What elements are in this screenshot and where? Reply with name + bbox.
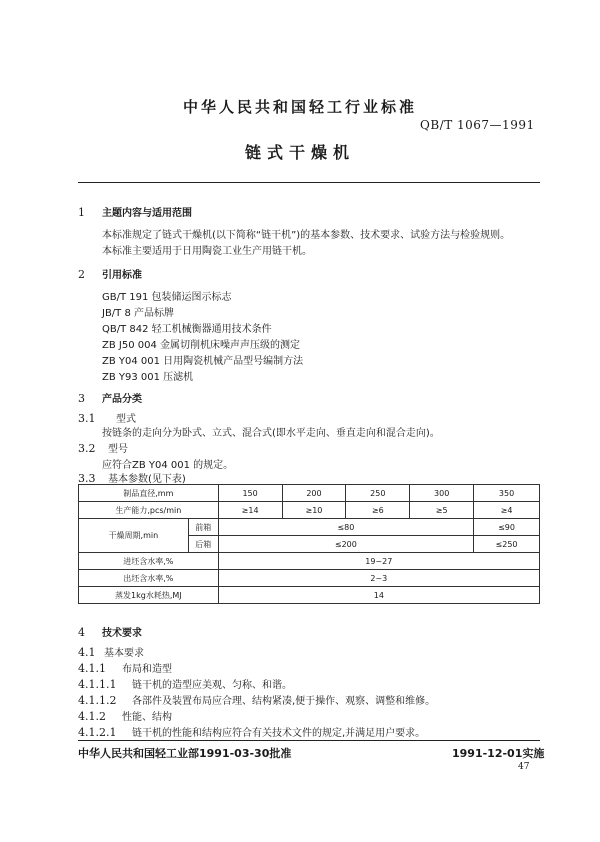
table-cell: ≥4 [474,502,540,519]
table-cell: ≤80 [218,519,473,536]
table-row-label: 蒸发1kg水耗热,MJ [79,587,219,604]
reference-item: ZB Y04 001 日用陶瓷机械产品型号编制方法 [102,356,304,367]
section-3-heading [78,390,142,405]
table-sub-label: 后箱 [188,536,218,553]
table-cell: ≥14 [218,502,282,519]
section-number: 4 [78,626,85,639]
subsection-number: 3.1 [78,412,96,425]
table-cell: ≤90 [474,519,540,536]
table-row-label: 进坯含水率,% [79,553,219,570]
subsection-title: 基本参数(见下表) [108,474,186,485]
table-row [79,570,540,587]
table-row [79,502,540,519]
clause-number: 4.1.1 [78,662,106,675]
table-cell: 150 [218,485,282,502]
section-number: 3 [78,392,85,405]
section-title: 技术要求 [102,628,142,639]
clause-item [78,724,425,739]
table-cell: 350 [474,485,540,502]
clause-number: 4.1.2 [78,710,106,723]
table-sub-label: 前箱 [188,519,218,536]
table-cell: 19~27 [218,553,539,570]
footer-divider [78,740,540,741]
reference-item: GB/T 191 包装储运图示标志 [102,292,232,303]
reference-item: JB/T 8 产品标牌 [102,308,175,319]
clause-item [78,708,172,723]
clause-text: 链干机的造型应美观、匀称、和谐。 [132,680,292,691]
reference-item: ZB J50 004 金属切削机床噪声声压级的测定 [102,340,301,351]
section-number: 1 [78,206,85,219]
reference-item: QB/T 842 轻工机械衡器通用技术条件 [102,324,272,335]
section-title: 产品分类 [102,394,142,405]
section-number: 2 [78,268,85,281]
table-row [79,519,540,536]
section-1-paragraph-1: 本标准规定了链式干燥机(以下简称“链干机”)的基本参数、技术要求、试验方法与检验规则。 [102,230,511,241]
table-cell: 200 [282,485,346,502]
clause-item [78,644,144,659]
section-2-heading [78,266,142,281]
header-divider [78,182,540,183]
clause-number: 4.1.2.1 [78,726,117,739]
clause-number: 4.1.1.1 [78,678,117,691]
section-title: 主题内容与适用范围 [102,208,192,219]
clause-text: 基本要求 [104,648,144,659]
subsection-3-2-text: 应符合ZB Y04 001 的规定。 [102,460,234,471]
table-cell: 14 [218,587,539,604]
subsection-3-2-heading [78,440,128,455]
section-1-heading [78,204,192,219]
section-title: 引用标准 [102,270,142,281]
clause-text: 各部件及装置布局应合理、结构紧凑,便于操作、观察、调整和维修。 [132,696,436,707]
subsection-title: 型式 [116,414,136,425]
table-cell: ≥5 [410,502,474,519]
clause-item [78,676,292,691]
clause-text: 布局和造型 [122,664,172,675]
subsection-3-1-heading [78,410,136,425]
subsection-3-1-text: 按链条的走向分为卧式、立式、混合式(即水平走向、垂直走向和混合走向)。 [102,428,440,439]
table-cell: ≤250 [474,536,540,553]
table-row-label: 生产能力,pcs/min [79,502,219,519]
subsection-title: 型号 [108,444,128,455]
subsection-3-3-heading [78,470,186,485]
issuing-organization: 中华人民共和国轻工行业标准 [182,98,417,116]
section-4-heading [78,624,142,639]
clause-text: 链干机的性能和结构应符合有关技术文件的规定,并满足用户要求。 [132,728,426,739]
table-cell: ≥10 [282,502,346,519]
subsection-number: 3.3 [78,472,96,485]
clause-text: 性能、结构 [122,712,172,723]
table-cell: ≥6 [346,502,410,519]
approval-statement: 中华人民共和国轻工业部1991-03-30批准 [78,747,292,760]
subsection-number: 3.2 [78,442,96,455]
clause-number: 4.1.1.2 [78,694,117,707]
section-1-paragraph-2: 本标准主要适用于日用陶瓷工业生产用链干机。 [102,246,312,257]
table-row [79,485,540,502]
clause-number: 4.1 [78,646,96,659]
basic-parameters-table [78,484,540,604]
table-cell: 250 [346,485,410,502]
table-cell: 300 [410,485,474,502]
standard-code: QB/T 1067—1991 [420,118,535,132]
table-row-label: 出坯含水率,% [79,570,219,587]
table-cell: ≤200 [218,536,473,553]
reference-item: ZB Y93 001 压滤机 [102,372,194,383]
table-row-label: 制品直径,mm [79,485,219,502]
effective-date: 1991-12-01实施 [452,747,545,760]
table-cell: 2~3 [218,570,539,587]
table-row [79,553,540,570]
document-title: 链式干燥机 [244,143,355,162]
page-number: 47 [518,762,530,772]
clause-item [78,660,172,675]
table-row [79,587,540,604]
table-row-label: 干燥周期,min [79,519,189,553]
clause-item [78,692,435,707]
